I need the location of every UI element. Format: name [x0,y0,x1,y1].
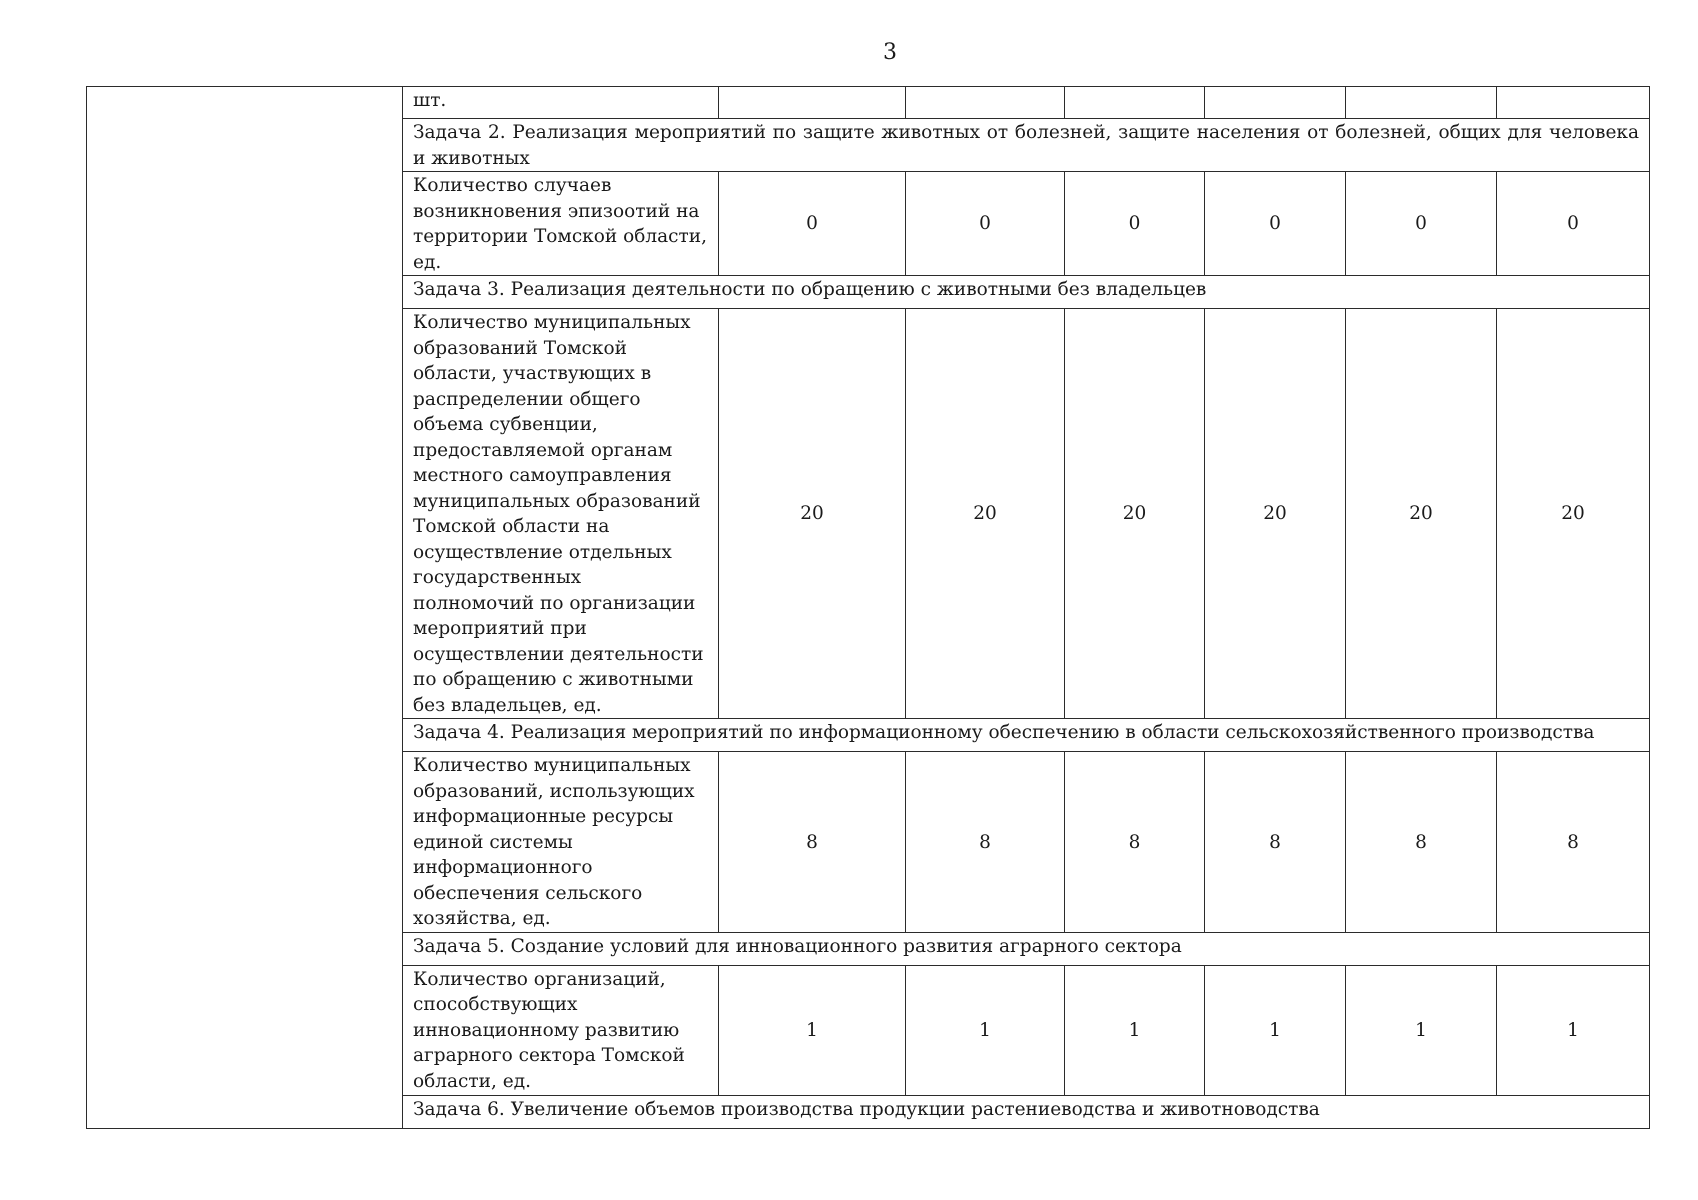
value-cell: 1 [719,965,906,1095]
value-cell: 0 [1065,172,1205,276]
value-cell: 1 [1205,965,1346,1095]
value-cell: 1 [1065,965,1205,1095]
value-cell: 0 [1346,172,1497,276]
page-number: 3 [883,40,897,65]
value-cell [906,87,1065,119]
value-cell [1497,87,1650,119]
value-cell [1346,87,1497,119]
value-cell: 8 [1346,752,1497,933]
indicator-cell: Количество случаев возникновения эпизоотий на территории Томской области, ед. [403,172,719,276]
value-cell: 1 [1497,965,1650,1095]
value-cell: 20 [1497,309,1650,719]
value-cell: 1 [906,965,1065,1095]
task-heading: Задача 3. Реализация деятельности по обращению с животными без владельцев [403,276,1650,309]
task-heading: Задача 5. Создание условий для инновационного развития аграрного сектора [403,932,1650,965]
table-row [87,87,1650,119]
value-cell: 8 [1065,752,1205,933]
task-heading: Задача 4. Реализация мероприятий по информационному обеспечению в области сельскохозяйственного производства [403,719,1650,752]
value-cell: 0 [906,172,1065,276]
value-cell: 8 [1497,752,1650,933]
value-cell: 20 [719,309,906,719]
indicator-cell: Количество организаций, способствующих инновационному развитию аграрного сектора Томской области, ед. [403,965,719,1095]
value-cell [1065,87,1205,119]
indicator-cell: шт. [403,87,719,119]
value-cell: 20 [1346,309,1497,719]
indicators-table [86,86,1650,1129]
value-cell: 0 [719,172,906,276]
value-cell: 20 [906,309,1065,719]
value-cell: 8 [1205,752,1346,933]
indicator-cell: Количество муниципальных образований Томской области, участвующих в распределении общего объема субвенции, предоставляемой органам местного самоуправления муниципальных образований Томской области на осуществление отдельных государственных полномочий по организации мероприятий при осуществлении деятельности по обращению с животными без владельцев, ед. [403,309,719,719]
value-cell [1205,87,1346,119]
indicator-cell: Количество муниципальных образований, использующих информационные ресурсы единой системы информационного обеспечения сельского хозяйства, ед. [403,752,719,933]
value-cell: 0 [1497,172,1650,276]
value-cell: 0 [1205,172,1346,276]
value-cell: 20 [1065,309,1205,719]
task-heading: Задача 6. Увеличение объемов производства продукции растениеводства и животноводства [403,1095,1650,1128]
value-cell: 8 [719,752,906,933]
value-cell [719,87,906,119]
merged-left-cell [87,87,403,1129]
value-cell: 8 [906,752,1065,933]
value-cell: 1 [1346,965,1497,1095]
task-heading: Задача 2. Реализация мероприятий по защите животных от болезней, защите населения от болезней, общих для человека и животных [403,119,1650,172]
value-cell: 20 [1205,309,1346,719]
